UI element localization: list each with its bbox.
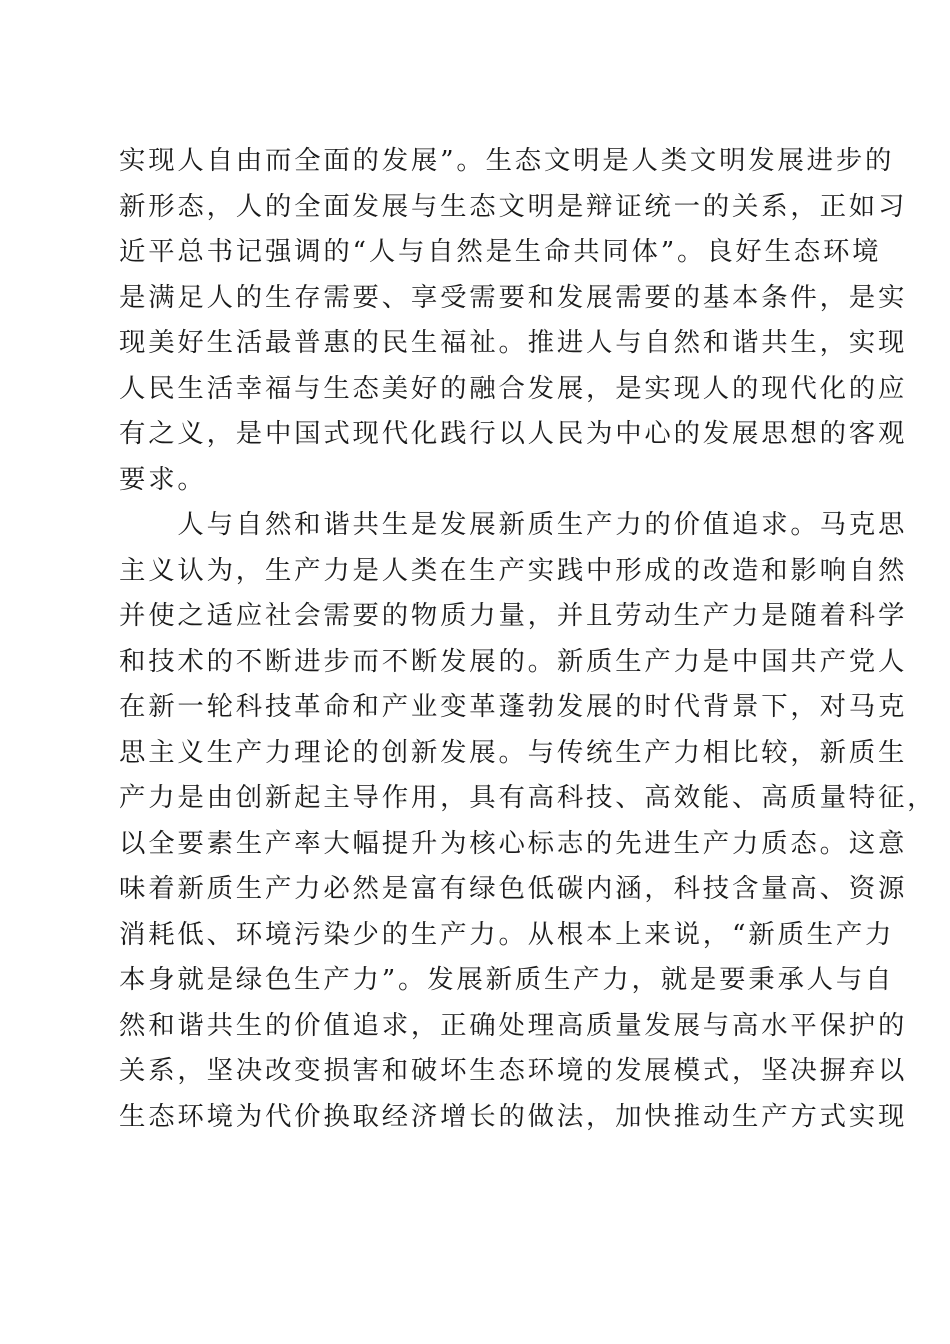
text-line: 是满足人的生存需要、享受需要和发展需要的基本条件，是实 (119, 281, 908, 313)
text-line: 有之义，是中国式现代化践行以人民为中心的发展思想的客观 (119, 418, 908, 449)
text-line: 在新一轮科技革命和产业变革蓬勃发展的时代背景下，对马克 (119, 691, 908, 722)
text-line: 实现人自由而全面的发展”。生态文明是人类文明发展进步的 (119, 145, 895, 176)
text-line: 人民生活幸福与生态美好的融合发展，是实现人的现代化的应 (119, 372, 908, 404)
text-line: 和技术的不断进步而不断发展的。新质生产力是中国共产党人 (119, 645, 908, 677)
body-text (119, 138, 937, 1139)
text-line: 消耗低、环境污染少的生产力。从根本上来说，“新质生产力 (119, 918, 895, 950)
text-line: 然和谐共生的价值追求，正确处理高质量发展与高水平保护的 (119, 1009, 908, 1041)
text-line: 近平总书记强调的“人与自然是生命共同体”。良好生态环境 (119, 236, 882, 267)
text-line: 并使之适应社会需要的物质力量，并且劳动生产力是随着科学 (119, 600, 908, 631)
text-line: 以全要素生产率大幅提升为核心标志的先进生产力质态。这意 (119, 827, 908, 859)
text-line: 生态环境为代价换取经济增长的做法，加快推动生产方式实现 (119, 1100, 908, 1132)
text-line: 人与自然和谐共生是发展新质生产力的价值追求。马克思 (119, 509, 908, 540)
text-line: 产力是由创新起主导作用，具有高科技、高效能、高质量特征， (119, 782, 937, 813)
text-line: 关系，坚决改变损害和破坏生态环境的发展模式，坚决摒弃以 (119, 1055, 908, 1086)
text-line: 味着新质生产力必然是富有绿色低碳内涵，科技含量高、资源 (119, 873, 908, 904)
text-line: 要求。 (119, 463, 207, 495)
text-line: 本身就是绿色生产力”。发展新质生产力，就是要秉承人与自 (119, 964, 895, 995)
text-line: 新形态，人的全面发展与生态文明是辩证统一的关系，正如习 (119, 190, 908, 222)
text-line: 现美好生活最普惠的民生福祉。推进人与自然和谐共生，实现 (119, 327, 908, 358)
text-line: 主义认为，生产力是人类在生产实践中形成的改造和影响自然 (119, 554, 908, 586)
text-line: 思主义生产力理论的创新发展。与传统生产力相比较，新质生 (119, 736, 908, 768)
